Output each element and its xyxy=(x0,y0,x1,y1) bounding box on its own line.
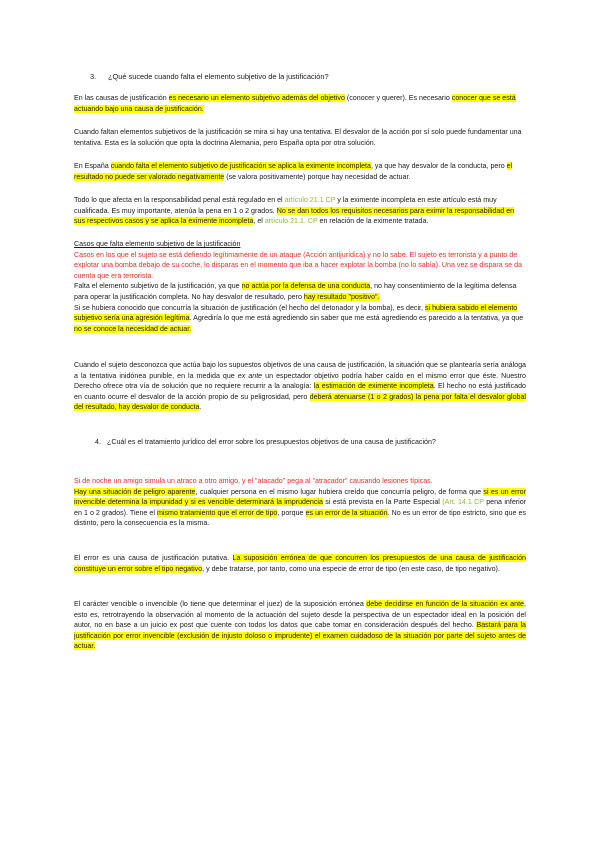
text-run: , porque xyxy=(277,508,306,517)
example-text: Casos en los que el sujeto se está defiendo legítimamente de un ataque (Acción antijurídica) y no lo sabe. El sujeto es terrorista y a punto de explotar una bomba debajo de su coche, lo disparas en el momento que iba a hacer explotar la bomba (no lo sabía). Una vez se dispara se da cuenta que era terrorista. xyxy=(74,250,522,280)
text-run: , el xyxy=(253,217,265,226)
highlight-run: si es un error invencible determina la impunidad y si es vencible determinará la imprudencia xyxy=(74,487,526,507)
highlight-run: debe decidirse en función de la situación ex ante xyxy=(366,600,524,608)
text-run: , ya que hay desvalor de la conducta, pero xyxy=(370,162,507,170)
paragraph-tentativa: Cuando faltan elementos subjetivos de la justificación se mira si hay una tentativa. El desvalor de la acción por sí solo puede fundamentar una tentativa. Esta es la solución que opta la doctrina Alemania, pero España opta por otra solución. xyxy=(74,128,522,147)
text-run: en relación de la eximente tratada. xyxy=(317,217,429,226)
text-run: (conocer y querer). Es necesario xyxy=(344,94,452,102)
subsection-title: Casos que falta elemento subjetivo de la justificación xyxy=(74,240,241,248)
heading-number: 4. xyxy=(95,438,101,446)
highlight-run: No se dan todos los requisitos necesarios para eximir la responsabilidad en sus respectivos casos y se aplica la eximente incompleta xyxy=(74,206,515,226)
highlight-run: si hubiera sabido el elemento subjetivo sería una agresión legítima xyxy=(74,303,518,323)
article-reference: (Art. 14.1 CP xyxy=(442,498,484,507)
highlight-run: La suposición errónea de que concurren los presupuestos de una causa de justificación constituye un error sobre el tipo negativo xyxy=(74,554,526,573)
example-text: Si de noche un amigo simula un atraco a otro amigo, y el "atacado" pega al "atracador" causando lesiones típicas. xyxy=(74,477,433,485)
highlight-run: hay resultado "positivo". xyxy=(303,292,380,301)
text-run: . Agrediría lo que me está agrediendo sin saber que me está agrediendo es parecido a la tentativa, ya que xyxy=(189,314,524,323)
paragraph-eximente xyxy=(74,360,526,413)
highlight-run: deberá atenuarse (1 o 2 grados) la pena por falta el desvalor global del resultado, hay desvalor de conducta xyxy=(74,392,526,412)
paragraph-articulo xyxy=(74,195,526,227)
text-run: . No es un error de tipo estricto, sino que es distinto, pero la consecuencia es la misma. xyxy=(74,508,526,528)
text-run: En las causas de justificación xyxy=(74,94,169,102)
highlight-run: el resultado no puede ser valorado negativamente xyxy=(74,162,513,181)
article-reference: artículo 21.1 CP xyxy=(284,196,336,204)
paragraph-casos xyxy=(74,239,526,334)
text-run: (se valora positivamente) porque hay necesidad de actuar. xyxy=(224,172,411,181)
text-run: Falta el elemento subjetivo de la justificación, ya que xyxy=(74,282,242,291)
heading-text: ¿Qué sucede cuando falta el elemento subjetivo de la justificación? xyxy=(108,72,329,81)
heading-number: 3. xyxy=(90,72,97,81)
italic-term: ex ante xyxy=(237,371,263,380)
text-run: si está prevista en la Parte Especial xyxy=(322,498,443,507)
paragraph-espana xyxy=(74,161,526,182)
highlight-run: no actúa por la defensa de una conducta xyxy=(241,282,371,291)
paragraph-error-putativo xyxy=(74,553,526,574)
highlight-run: Bastará para la justificación por error invencible (exclusión de injusto doloso o imprudente) el examen cuidadoso de la situación por parte del sujeto antes de actuar. xyxy=(74,621,527,651)
text-run: un espectador objetivo podría haber caído en el mismo error que éste. Nuestro Derecho ofrece otra vía de solución que no requiere recurrir a la analogía: xyxy=(74,371,526,391)
text-run: pena inferior en 1 o 2 grados). Tiene el xyxy=(74,498,527,517)
text-run: . xyxy=(199,403,202,412)
paragraph-vencible xyxy=(74,599,526,652)
highlight-run: Hay una situación de peligro aparente xyxy=(74,487,196,496)
section-heading-3 xyxy=(90,72,329,82)
highlight-run: no se conoce la necesidad de actuar. xyxy=(74,324,192,333)
text-run: , y debe tratarse, por tanto, como una especie de error de tipo (en este caso, de tipo negativo). xyxy=(202,564,500,573)
text-run: Todo lo que afecta en la responsabilidad penal está regulado en el xyxy=(74,196,285,204)
article-reference: artículo 21.1. CP xyxy=(264,217,318,226)
highlight-run: es necesario un elemento subjetivo además del objetivo xyxy=(168,94,345,102)
text-run: El carácter vencible o invencible (lo tiene que determinar el juez) de la suposición errónea xyxy=(74,600,367,608)
text-run: y la eximente incompleta en este artículo está muy cualificada. Es muy importante, atenúa la pena en 1 o 2 grados. xyxy=(74,196,497,215)
text-run: . El hecho no está justificado en cuanto ocurre el desvalor de la acción propio de su peligrosidad, pero xyxy=(74,382,526,401)
paragraph-ejemplo-noche xyxy=(74,476,526,529)
highlight-run: conocer que se está actuando bajo una causa de justificación. xyxy=(74,94,516,113)
text-run: , no hay consentimiento de la legítima defensa para operar la justificación completa. No hay desvalor de resultado, pero xyxy=(74,282,517,301)
highlight-run: mismo tratamiento que el error de tipo xyxy=(157,508,278,517)
text-run: , cualquier persona en el mismo lugar hubiera creído que concurría peligro, de forma que xyxy=(195,487,484,496)
text-run: , esto es, retrotrayendo la observación al momento de la actuación del sujeto desde la perspectiva de un espectador ideal en la posición del autor, no en base a un juicio ex post que cuente con todos los datos que cabe tomar en consideración después del hecho. xyxy=(74,600,526,630)
highlight-run: cuando falta el elemento subjetivo de justificación se aplica la eximente incompleta xyxy=(110,162,371,170)
heading-text: ¿Cuál es el tratamiento jurídico del error sobre los presupuestos objetivos de una causa de justificación? xyxy=(107,438,436,446)
text-run: En España xyxy=(74,162,111,170)
text-run: El error es una causa de justificación putativa. xyxy=(74,554,233,562)
paragraph-intro xyxy=(74,93,526,114)
section-heading-4 xyxy=(95,437,526,448)
text-run: Cuando el sujeto desconozca que actúa bajo los supuestos objetivos de una causa de justificación, la situación que se plantearía sería análoga a la tentativa inidónea punible, en la medida que xyxy=(74,361,526,380)
text-run: Si se hubiera conocido que concurría la situación de justificación (el hecho del detonador y la bomba), es decir, xyxy=(74,303,425,312)
highlight-run: es un error de la situación xyxy=(305,508,388,517)
highlight-run: la estimación de eximente incompleta xyxy=(313,382,434,391)
